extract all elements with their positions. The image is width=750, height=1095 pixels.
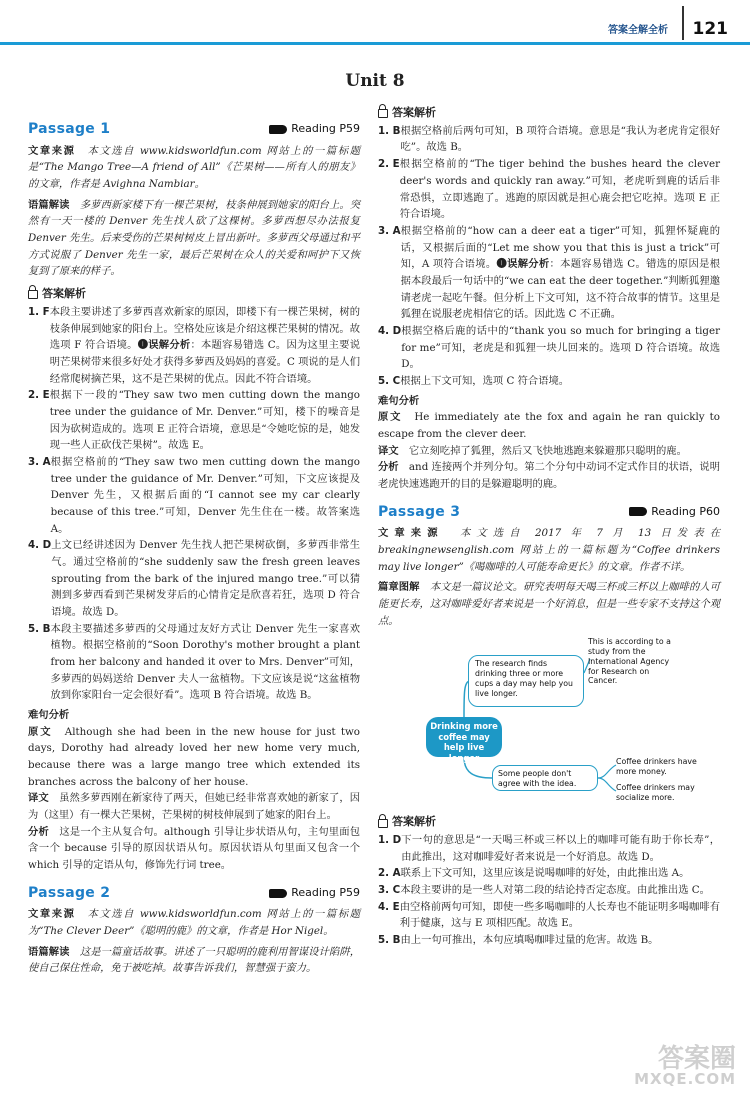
- pointing-hand-icon: [269, 889, 287, 898]
- research-finding-box: The research finds drinking three or more cups a day may help you live longer.: [468, 655, 584, 707]
- answer-item: 3. A 根据空格前的“how can a deer eat a tiger”可知，狐狸怀疑鹿的话，又根据后面的“Let me show you that this is just a trick”可知，A 项符合语境。❶误解分析：本题容易错选 C。错选的原因是根据本段最后一句话中的“we can eat the deer together.”判断狐狸邀请老虎一起吃午餐。但分析上下文可知，这不符合故事的情节。这里是狐狸在说服老虎相信它的话。因此选 C 不正确。: [378, 224, 720, 321]
- section-title: 答案全解全析: [608, 25, 668, 36]
- left-column: [28, 112, 360, 977]
- translation: 译文 虽然多萝西刚在新家待了两天，但她已经非常喜欢她的新家了，因为（这里）有一棵大芒果树，芒果树的树枝伸展到了她家的阳台上。: [28, 792, 361, 822]
- answer-item: 1. B 根据空格前后两句可知，B 项符合语境。意思是“我认为老虎肯定很好吃”。故选 B。: [378, 124, 720, 154]
- passage-3-title: Passage 3: [378, 503, 461, 520]
- answer-item: 1. D 下一句的意思是“一天喝三杯或三杯以上的咖啡可能有助于你长寿”，由此推出，这对咖啡爱好者来说是一个好消息。故选 D。: [378, 834, 720, 863]
- passage-1-heading: [28, 118, 360, 141]
- passage-3-reading: Reading P60: [629, 503, 720, 521]
- lock-icon: [378, 109, 388, 118]
- answer-item: 2. E 根据下一段的“They saw two men cutting down the mango tree under the guidance of Mr. Denver.”可知，楼下的噪音是因为砍树造成的。选项 E 正符合语境，意思是“令她吃惊的是，她发现一些人正砍伐芒果树”。故选 E。: [28, 389, 360, 452]
- passage-1-source: 文章来源 本文选自 www.kidsworldfun.com 网站上的一篇标题是“The Mango Tree—A friend of All”《芒果树——所有人的朋友》的文章，作者是 Avighna Nambiar。: [28, 144, 361, 191]
- answer-item: 2. E 根据空格前的“The tiger behind the bushes heard the clever deer's words and quickly ran away.”可知，老虎听到鹿的话后非常恐惧，立即逃跑了。逃跑的原因就是担心鹿会把它吃掉。选项 E 正符合语境。: [378, 158, 720, 221]
- passage-3-explanation: 篇章图解 本文是一篇议论文。研究表明每天喝三杯或三杯以上咖啡的人可能更长寿，这对咖啡爱好者来说是一个好消息，但是一些专家不支持这个观点。: [378, 581, 721, 627]
- answer-item: 4. E 由空格前两句可知，即使一些多喝咖啡的人长寿也不能证明多喝咖啡有利于健康，这与 E 项相匹配。故选 E。: [378, 900, 720, 930]
- answer-item: 4. D 根据空格后鹿的话中的“thank you so much for bringing a tiger for me”可知，老虎是和狐狸一块儿回来的。选项 D 符合语境。故选 D。: [378, 324, 720, 371]
- passage-2-reading: Reading P59: [269, 884, 360, 902]
- passage-2-explanation: 语篇解读 这是一篇童话故事。讲述了一只聪明的鹿利用智谋设计陷阱，使自己保住性命，免于被吃掉。故事告诉我们，智慧强于蛮力。: [28, 945, 361, 975]
- original-sentence: 原文 Although she had been in the new house for just two days, Dorothy had already loved her new home very much, because there was a large mango tree which extended its branches across the balcony of her house.: [28, 725, 361, 788]
- analysis: 分析 这是一个主从复合句。although 引导让步状语从句，主句里面包含一个 because 引导的原因状语从句。原因状语从句里面又包含一个 which 引导的定语从句，修饰先行词 tree。: [28, 825, 361, 872]
- difficult-sentence-heading: 难句分析: [28, 708, 70, 721]
- difficult-sentence-heading: 难句分析: [378, 394, 420, 407]
- answer-item: 3. A 根据空格前的“They saw two men cutting down the mango tree under the guidance of Mr. Denver.”可知，下文应该提及 Denver 先生，又根据后面的“I cannot see my car clearly because of this tree.”可知，Denver 先生住在一楼。故答案选 A。: [28, 455, 360, 535]
- answer-item: 4. D 上文已经讲述因为 Denver 先生找人把芒果树砍倒，多萝西非常生气。通过空格前的“she suddenly saw the fresh green leaves sprouting from the bark of the injured mango tree.”可以猜测到多萝西看到芒果树发芽后的心情肯定是欣喜若狂，选项 D 符合语境。故选 D。: [28, 539, 360, 618]
- passage-1-answers: [28, 304, 360, 704]
- passage-2-source: 文章来源 本文选自 www.kidsworldfun.com 网站上的一篇标题为“The Clever Deer”《聪明的鹿》的文章，作者是 Hor Nigel。: [28, 908, 361, 938]
- passage-3-heading: [378, 501, 720, 524]
- central-idea-box: Drinking more coffee may help live longer: [426, 717, 502, 757]
- unit-title: Unit 8: [345, 71, 405, 91]
- right-column: [378, 104, 720, 949]
- passage-3-answers: [378, 832, 720, 949]
- answer-item: 3. C 本段主要讲的是一些人对第二段的结论持否定态度。由此推出选 C。: [378, 884, 710, 897]
- passage-2-answers-heading: 答案解析: [378, 104, 720, 122]
- pointing-hand-icon: [629, 507, 647, 516]
- header-divider: [682, 6, 684, 40]
- passage-1-explanation: 语篇解读 多萝西新家楼下有一棵芒果树，枝条伸展到她家的阳台上。突然有一天一楼的 Denver 先生找人砍了这棵树。多萝西想尽办法报复 Denver 先生。后来受伤的芒果树树皮上冒出新叶。多萝西父母通过和平方式说服了 Denver 先生一家，最后芒果树在众人的关爱和呵护下又恢复到了原来的样子。: [28, 198, 361, 278]
- passage-2-title: Passage 2: [28, 884, 111, 901]
- passage-2-answers: [378, 123, 720, 390]
- note-socialize: Coffee drinkers may socialize more.: [616, 783, 695, 803]
- passage-3-answers-heading: 答案解析: [378, 813, 720, 831]
- passage-1-reading: Reading P59: [269, 120, 360, 138]
- answer-item: 2. A 联系上下文可知，这里应该是说喝咖啡的好处，由此推出选 A。: [378, 867, 690, 880]
- translation: 译文 它立刻吃掉了狐狸，然后又飞快地逃跑来躲避那只聪明的鹿。: [378, 444, 687, 457]
- note-more-money: Coffee drinkers have more money.: [616, 757, 697, 777]
- page-header: [0, 0, 750, 42]
- page-number: 121: [692, 19, 728, 39]
- pointing-hand-icon: [269, 125, 287, 134]
- answer-item: 5. C 根据上下文可知，选项 C 符合语境。: [378, 374, 570, 387]
- lock-icon: [378, 819, 388, 828]
- answer-item: 5. B 本段主要描述多萝西的父母通过友好方式让 Denver 先生一家喜欢植物。根据空格前的“Soon Dorothy's mother brought a plant from her balcony and handed it over to Mrs. Denver”可知，多萝西的妈妈送给 Denver 夫人一盆植物。下文应该是说“这盆植物放到你家阳台一定会很好看”。选项 B 符合语境。故选 B。: [28, 622, 360, 702]
- passage-1-title: Passage 1: [28, 121, 111, 137]
- header-rule: [0, 42, 750, 45]
- answer-item: 1. F 本段主要讲述了多萝西喜欢新家的原因，即楼下有一棵芒果树，树的枝条伸展到她家的阳台上。空格处应该是介绍这棵芒果树的情况。故选项 F 符合语境。❶误解分析：本题容易错选 C。因为这里主要说明芒果树带来很多好处才获得多萝西及妈妈的喜爱。C 项说的是人们经常爬树摘芒果，这不是芒果树的优点。因此不符合语境。: [28, 305, 360, 385]
- original-sentence: 原文 He immediately ate the fox and again he ran quickly to escape from the clever deer.: [378, 411, 721, 440]
- analysis: 分析 and 连接两个并列分句。第二个分句中动词不定式作目的状语，说明老虎快速逃跑开的目的是躲避聪明的鹿。: [378, 461, 721, 490]
- passage-3-source: 文章来源 本文选自 2017 年 7 月 13 日发表在 breakingnewsenglish.com 网站上的一篇标题为“Coffee drinkers may live longer”《喝咖啡的人可能寿命更长》的文章。作者不详。: [378, 527, 721, 573]
- note-study-source: This is according to a study from the International Agency for Research on Cancer.: [588, 637, 671, 686]
- passage-2-heading: [28, 882, 360, 905]
- watermark-logo: 答案圈 MXQE.COM: [634, 1044, 736, 1088]
- passage-1-answers-heading: 答案解析: [28, 285, 360, 303]
- disagreement-box: Some people don't agree with the idea.: [492, 765, 598, 791]
- lock-icon: [28, 290, 38, 299]
- answer-item: 5. B 由上一句可推出，本句应填喝咖啡过量的危害。故选 B。: [378, 934, 659, 947]
- mind-map-diagram: [378, 633, 720, 808]
